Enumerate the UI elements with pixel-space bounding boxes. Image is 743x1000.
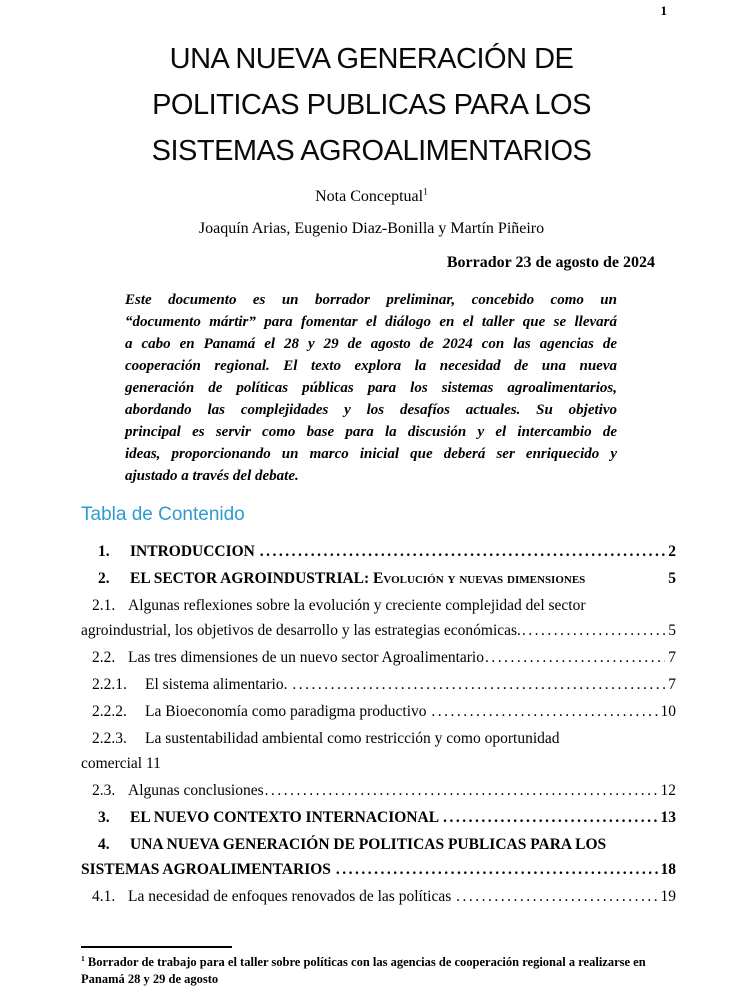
toc-page-number: 5 <box>668 570 676 587</box>
toc-entry-text: SISTEMAS AGROALIMENTARIOS <box>81 861 335 878</box>
toc-leader-dots <box>443 805 657 830</box>
toc-entry-text: La sustentabilidad ambiental como restricción y como oportunidad <box>145 730 560 747</box>
toc-page-number: 5 <box>668 622 676 639</box>
toc-entry-text: EL NUEVO CONTEXTO INTERNACIONAL <box>130 809 443 826</box>
toc-entry[interactable] <box>81 566 676 591</box>
toc-entry-number: 4. <box>98 836 110 853</box>
toc-entry-line <box>81 593 676 618</box>
draft-date: Borrador 23 de agosto de 2024 <box>446 254 655 271</box>
toc-page-number: 18 <box>660 861 676 878</box>
footnote-ref-marker: 1 <box>423 186 428 198</box>
toc-entry[interactable] <box>81 539 676 564</box>
toc-entry[interactable] <box>81 726 676 776</box>
toc-leader-dots <box>485 645 665 670</box>
footnote <box>81 946 695 988</box>
toc-entry-line <box>81 857 676 882</box>
toc-entry-number: 2.1. <box>92 597 116 614</box>
toc-entry-line <box>81 645 676 670</box>
toc-entry-text: EL SECTOR AGROINDUSTRIAL: <box>130 570 374 587</box>
abstract-line: cooperación regional. El texto explora la necesidad de una nueva <box>125 358 617 374</box>
toc-entry-text: Algunas conclusiones <box>128 782 264 799</box>
toc-leader-dots <box>260 539 666 564</box>
toc-entry[interactable] <box>81 645 676 670</box>
toc-entry-line <box>81 539 676 564</box>
toc-entry-line <box>81 778 676 803</box>
title-line: POLITICAS PUBLICAS PARA LOS <box>152 89 591 121</box>
toc-entry-number: 2. <box>98 570 110 587</box>
footnote-separator <box>81 946 232 948</box>
abstract-line: ajustado a través del debate. <box>125 468 299 484</box>
footnote-text: Borrador de trabajo para el taller sobre políticas con las agencias de cooperación regional a realizarse en <box>87 955 646 969</box>
toc-page-number: 7 <box>668 676 676 693</box>
toc-entry-text: Algunas reflexiones sobre la evolución y creciente complejidad del sector <box>128 597 586 614</box>
toc-leader-dots <box>456 884 657 909</box>
toc-entry-number: 2.2. <box>92 649 116 666</box>
toc-entry-text: Evolución y nuevas dimensiones <box>373 570 586 587</box>
toc-entry-text: UNA NUEVA GENERACIÓN DE POLITICAS PUBLICAS PARA LOS <box>130 836 607 853</box>
toc-entry-number: 1. <box>98 543 110 560</box>
footnote-text-line <box>81 954 695 971</box>
toc-entry[interactable] <box>81 593 676 643</box>
toc-leader-dots <box>431 699 657 724</box>
title-line: UNA NUEVA GENERACIÓN DE <box>169 43 574 75</box>
toc-entry-number: 2.2.1. <box>92 676 127 693</box>
toc-entry-line <box>81 726 676 751</box>
document-title <box>0 36 743 174</box>
toc-entry-line <box>81 751 676 776</box>
toc-page-number: 19 <box>660 888 676 905</box>
table-of-contents <box>81 539 676 909</box>
toc-entry[interactable] <box>81 699 676 724</box>
toc-entry[interactable] <box>81 778 676 803</box>
toc-entry-text: El sistema alimentario. <box>145 676 292 693</box>
toc-entry-text: La necesidad de enfoques renovados de las políticas <box>128 888 456 905</box>
toc-page-number: 7 <box>668 649 676 666</box>
toc-entry-line <box>81 672 676 697</box>
abstract-line: ideas, proporcionando un marco inicial que deberá ser enriquecido y <box>125 446 617 462</box>
abstract-line: abordando las complejidades y los desafíos actuales. Su objetivo <box>125 402 617 418</box>
toc-entry-number: 2.2.3. <box>92 730 127 747</box>
toc-entry-number: 2.3. <box>92 782 116 799</box>
abstract-line: principal es servir como base para la discusión y el intercambio de <box>125 424 617 440</box>
toc-leader-dots <box>292 672 665 697</box>
subtitle <box>0 188 743 206</box>
page-number: 1 <box>660 3 667 18</box>
toc-page-number: 12 <box>660 782 676 799</box>
toc-page-number: 2 <box>668 543 676 560</box>
abstract-line: generación de políticas públicas para los sistemas agroalimentarios, <box>125 380 617 396</box>
toc-entry-number: 2.2.2. <box>92 703 127 720</box>
toc-page-number: 13 <box>660 809 676 826</box>
title-line: SISTEMAS AGROALIMENTARIOS <box>151 135 592 167</box>
toc-entry[interactable] <box>81 832 676 882</box>
toc-entry-text: La Bioeconomía como paradigma productivo <box>145 703 431 720</box>
footnote-ref-marker: 1 <box>81 953 85 963</box>
toc-entry[interactable] <box>81 672 676 697</box>
toc-leader-dots <box>522 618 665 643</box>
toc-entry-line <box>81 699 676 724</box>
abstract-line: Este documento es un borrador preliminar, concebido como un <box>125 292 617 308</box>
toc-leader-dots <box>336 857 658 882</box>
abstract-paragraph <box>125 289 617 487</box>
toc-page-number: 10 <box>660 703 676 720</box>
authors-line: Joaquín Arias, Eugenio Diaz-Bonilla y Martín Piñeiro <box>198 220 545 237</box>
toc-entry-line <box>81 884 676 909</box>
abstract-line: “documento mártir” para fomentar el diálogo en el taller que se llevará <box>125 314 617 330</box>
toc-heading: Tabla de Contenido <box>81 504 245 525</box>
toc-entry[interactable] <box>81 805 676 830</box>
toc-entry-text: comercial 11 <box>81 755 161 772</box>
toc-entry-line <box>81 566 676 591</box>
toc-entry-number: 3. <box>98 809 110 826</box>
toc-entry-text: agroindustrial, los objetivos de desarrollo y las estrategias económicas. <box>81 622 521 639</box>
toc-leader-dots <box>265 778 658 803</box>
toc-entry[interactable] <box>81 884 676 909</box>
abstract-line: a cabo en Panamá el 28 y 29 de agosto de 2024 con las agencias de <box>125 336 617 352</box>
toc-entry-text: INTRODUCCION <box>130 543 259 560</box>
toc-entry-text: Las tres dimensiones de un nuevo sector Agroalimentario <box>128 649 484 666</box>
footnote-text-line: Panamá 28 y 29 de agosto <box>81 972 219 986</box>
toc-entry-line <box>81 618 676 643</box>
toc-entry-line <box>81 832 676 857</box>
subtitle-text: Nota Conceptual <box>315 188 424 205</box>
toc-entry-number: 4.1. <box>92 888 116 905</box>
toc-entry-line <box>81 805 676 830</box>
